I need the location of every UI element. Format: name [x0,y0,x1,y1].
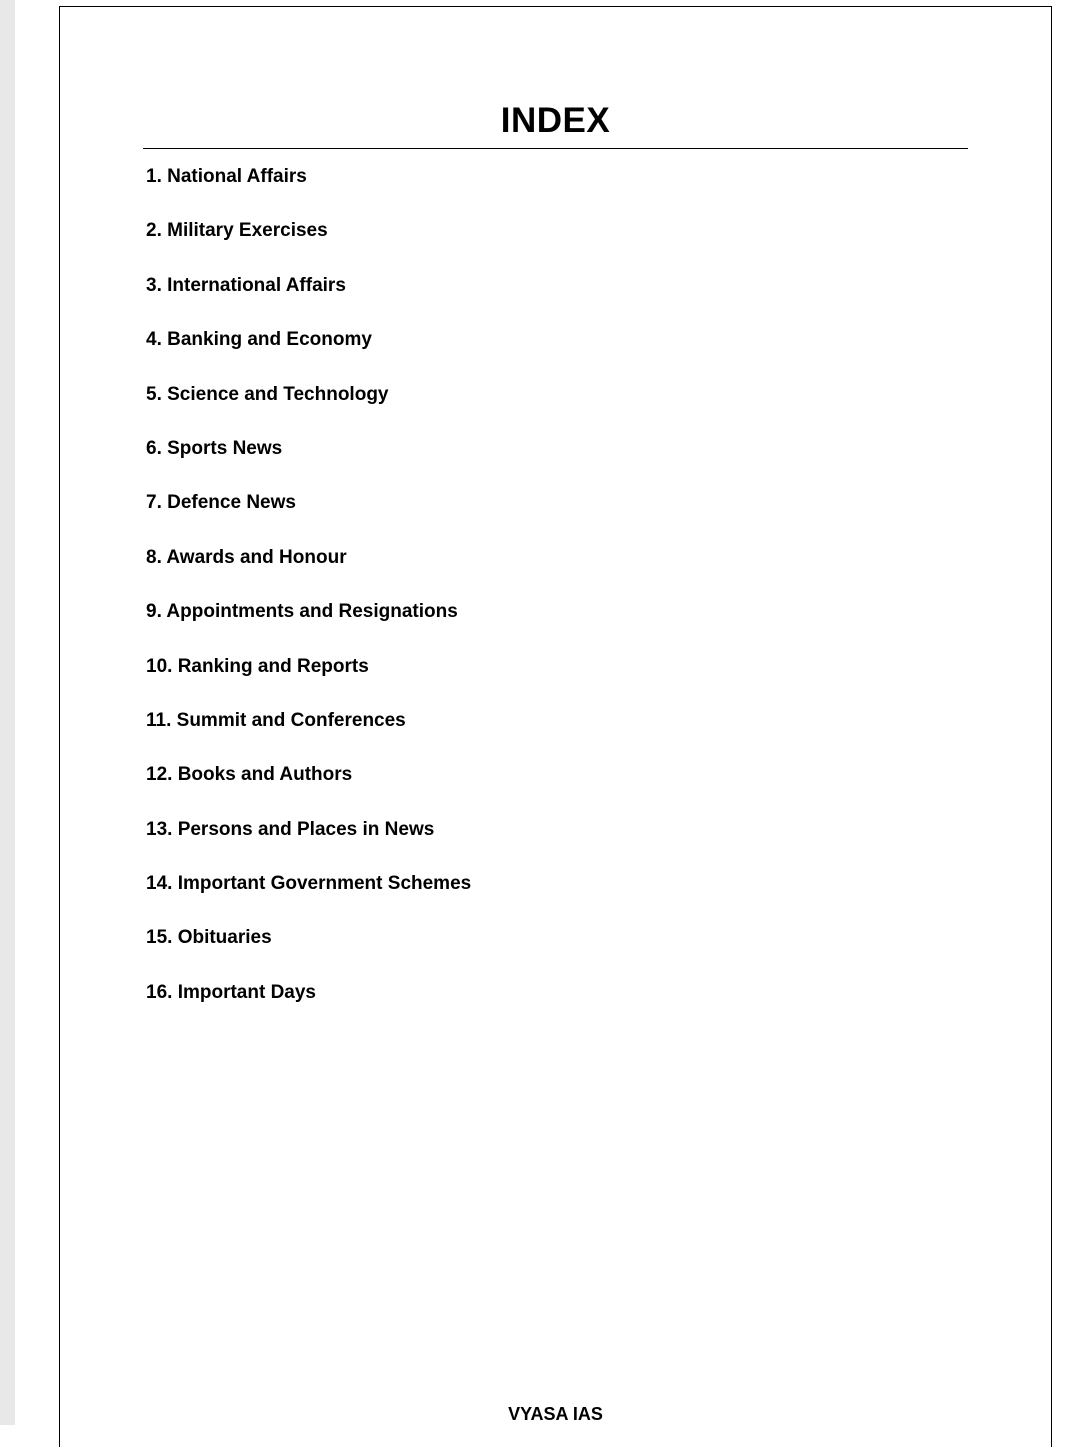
viewer-gutter [0,0,15,1425]
title-underline [143,148,968,149]
index-item-science-technology: 5. Science and Technology [146,383,389,405]
index-item-important-days: 16. Important Days [146,981,316,1003]
index-item-books-authors: 12. Books and Authors [146,764,353,786]
index-item-military-exercises: 2. Military Exercises [146,220,328,242]
index-item-awards-honour: 8. Awards and Honour [146,546,347,568]
index-item-sports-news: 6. Sports News [146,437,283,459]
index-item-obituaries: 15. Obituaries [146,927,272,949]
index-item-government-schemes: 14. Important Government Schemes [146,873,472,895]
index-list [146,165,471,1035]
index-item-summit-conferences: 11. Summit and Conferences [146,709,406,731]
index-title: INDEX [500,101,611,140]
index-item-national-affairs: 1. National Affairs [146,166,307,187]
index-item-appointments-resignations: 9. Appointments and Resignations [146,601,458,623]
index-item-defence-news: 7. Defence News [146,492,296,514]
index-item-ranking-reports: 10. Ranking and Reports [146,655,369,677]
index-item-persons-places: 13. Persons and Places in News [146,818,435,840]
index-item-international-affairs: 3. International Affairs [146,274,346,296]
page-footer: VYASA IAS [508,1404,603,1424]
index-item-banking-economy: 4. Banking and Economy [146,329,372,351]
document-page [59,6,1052,1447]
